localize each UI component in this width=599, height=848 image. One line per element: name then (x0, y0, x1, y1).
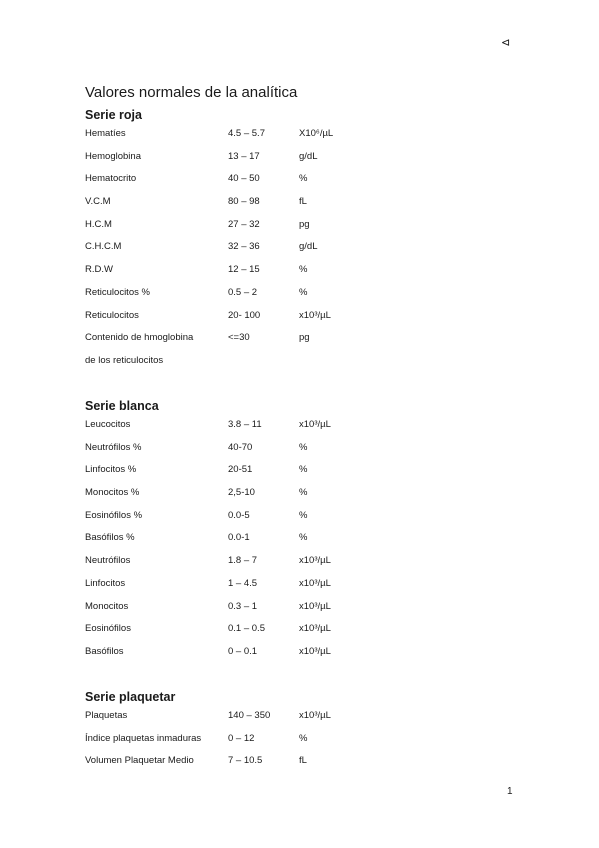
parameter-name: Linfocitos % (85, 464, 137, 476)
parameter-name: Neutrófilos (85, 555, 131, 567)
table-row (85, 437, 525, 460)
unit: % (299, 441, 308, 453)
reference-range: 4.5 – 5.7 (228, 128, 265, 139)
reference-table (85, 123, 525, 373)
parameter-name: Volumen Plaquetar Medio (85, 755, 194, 767)
section-title: Serie plaquetar (85, 690, 176, 704)
table-row (85, 168, 525, 191)
reference-range: 0.5 – 2 (228, 286, 258, 298)
unit: x10³/µL (299, 309, 331, 321)
parameter-name: Leucocitos (85, 419, 131, 430)
parameter-name: Neutrófilos % (85, 441, 142, 453)
parameter-name: Reticulocitos (85, 309, 139, 321)
table-row (85, 750, 525, 773)
parameter-name: Plaquetas (85, 710, 128, 721)
reference-range: 80 – 98 (228, 196, 260, 208)
page-title: Valores normales de la analítica (85, 84, 298, 101)
reference-table (85, 414, 525, 664)
table-row (85, 327, 525, 350)
parameter-name: Índice plaquetas inmaduras (85, 732, 202, 744)
parameter-name: R.D.W (85, 264, 113, 276)
reference-range: 0 – 0.1 (228, 645, 258, 657)
unit: g/dL (299, 150, 318, 162)
table-row (85, 414, 525, 437)
table-row (85, 146, 525, 169)
table-row (85, 573, 525, 596)
corner-mark: ⊲ (501, 37, 511, 49)
unit: X10⁶/µL (299, 128, 334, 139)
table-row (85, 191, 525, 214)
parameter-name: Monocitos (85, 600, 129, 612)
table-row (85, 236, 525, 259)
unit: % (299, 464, 308, 476)
reference-range: 40-70 (228, 441, 253, 453)
reference-range: 0.0-1 (228, 532, 250, 544)
reference-range: 7 – 10.5 (228, 755, 263, 767)
table-row (85, 728, 525, 751)
reference-range: 32 – 36 (228, 241, 260, 253)
table-row (85, 505, 525, 528)
parameter-name: Basófilos % (85, 532, 135, 544)
section-serie-roja (85, 107, 525, 373)
reference-range: 0.1 – 0.5 (228, 623, 265, 635)
parameter-name: V.C.M (85, 196, 111, 208)
reference-range: <=30 (228, 332, 250, 344)
reference-range (228, 350, 299, 373)
reference-range: 3.8 – 11 (228, 419, 262, 430)
parameter-name: C.H.C.M (85, 241, 122, 253)
parameter-name: de los reticulocitos (85, 354, 164, 366)
parameter-name: H.C.M (85, 218, 112, 230)
table-row (85, 259, 525, 282)
reference-range: 40 – 50 (228, 173, 260, 185)
reference-range: 1 – 4.5 (228, 577, 258, 589)
parameter-name: Reticulocitos % (85, 286, 150, 298)
reference-range: 20-51 (228, 464, 253, 476)
table-row (85, 214, 525, 237)
unit: x10³/µL (299, 419, 331, 430)
table-row (85, 550, 525, 573)
unit: fL (299, 755, 307, 767)
reference-range: 0 – 12 (228, 732, 255, 744)
unit: g/dL (299, 241, 318, 253)
table-row (85, 305, 525, 328)
reference-range: 12 – 15 (228, 264, 260, 276)
unit: x10³/µL (299, 710, 331, 721)
unit: % (299, 532, 308, 544)
table-row (85, 459, 525, 482)
reference-range: 1.8 – 7 (228, 555, 258, 567)
unit: % (299, 732, 308, 744)
reference-table (85, 705, 525, 773)
parameter-name: Contenido de hmoglobina (85, 332, 194, 344)
reference-range: 27 – 32 (228, 218, 260, 230)
unit: % (299, 487, 308, 499)
parameter-name: Eosinófilos % (85, 509, 143, 521)
reference-range: 0.0-5 (228, 509, 250, 521)
unit: x10³/µL (299, 645, 331, 657)
table-row (85, 641, 525, 664)
parameter-name: Eosinófilos (85, 623, 131, 635)
reference-range: 0.3 – 1 (228, 600, 258, 612)
unit: fL (299, 196, 307, 208)
unit: pg (299, 218, 310, 230)
table-row (85, 282, 525, 305)
page-number: 1 (507, 786, 513, 797)
section-title: Serie roja (85, 108, 142, 122)
parameter-name: Basófilos (85, 645, 124, 657)
unit: % (299, 173, 308, 185)
table-row (85, 527, 525, 550)
reference-range: 140 – 350 (228, 710, 271, 721)
unit: x10³/µL (299, 600, 331, 612)
section-serie-plaquetar (85, 689, 525, 773)
parameter-name: Hematíes (85, 128, 126, 139)
unit: pg (299, 332, 310, 344)
unit: x10³/µL (299, 555, 331, 567)
reference-range: 13 – 17 (228, 150, 260, 162)
section-title: Serie blanca (85, 399, 159, 413)
table-row (85, 705, 525, 728)
unit: % (299, 264, 308, 276)
table-row (85, 123, 525, 146)
parameter-name: Monocitos % (85, 487, 140, 499)
unit: x10³/µL (299, 577, 331, 589)
unit: % (299, 509, 308, 521)
parameter-name: Hemoglobina (85, 150, 141, 162)
table-row (85, 350, 525, 373)
reference-range: 20- 100 (228, 309, 261, 321)
unit: % (299, 286, 308, 298)
table-row (85, 482, 525, 505)
table-row (85, 618, 525, 641)
table-row (85, 596, 525, 619)
unit: x10³/µL (299, 623, 331, 635)
parameter-name: Hematocrito (85, 173, 137, 185)
parameter-name: Linfocitos (85, 577, 126, 589)
section-serie-blanca (85, 398, 525, 664)
reference-range: 2,5-10 (228, 487, 255, 499)
